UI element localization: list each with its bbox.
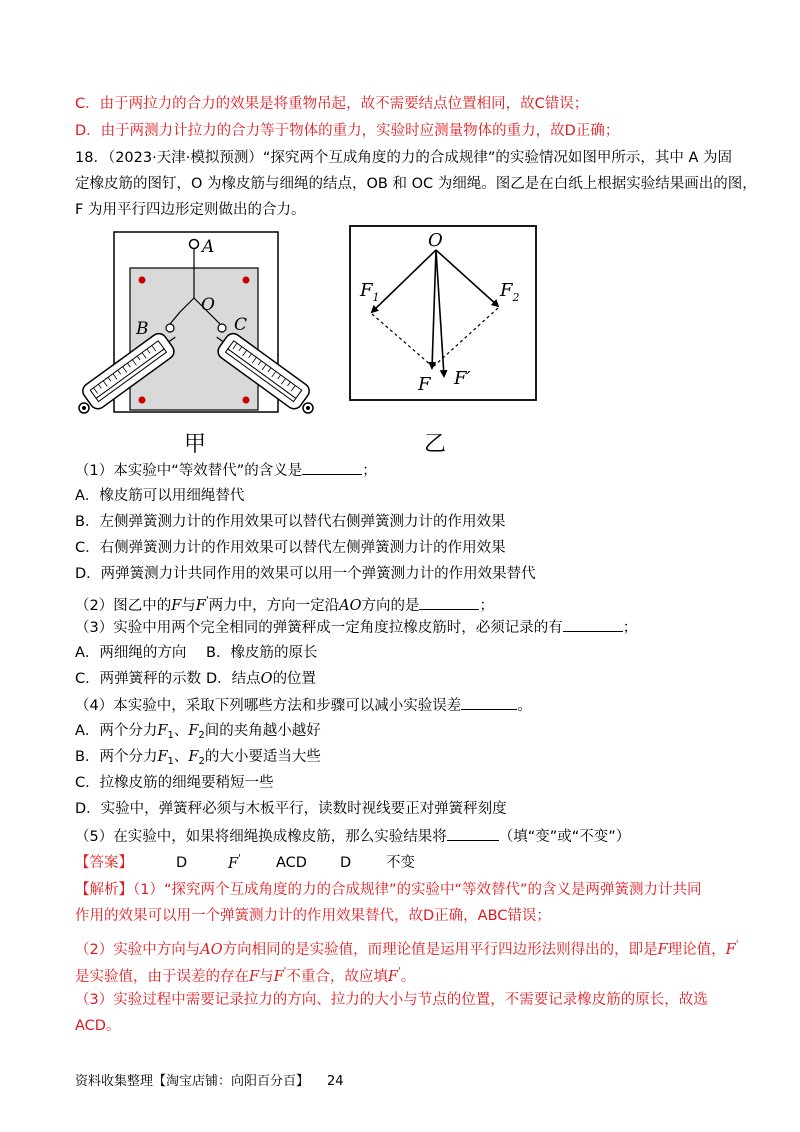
question-2: （2）图乙中的F与F'两力中，方向一定沿AO方向的是 ； (75, 595, 494, 614)
q3-option-b: B．橡皮筋的原长 (206, 645, 318, 661)
answer-3: ACD (276, 855, 307, 871)
prev-option-c: C．由于两拉力的合力的效果是将重物吊起，故不需要结点位置相同，故C错误； (75, 96, 589, 112)
answer-blank-2[interactable] (419, 595, 479, 610)
q3-option-d: D．结点O的位置 (206, 671, 317, 687)
q3-option-a: A．两细绳的方向 (75, 645, 187, 661)
analysis-p3-line-1: （3）实验过程中需要记录拉力的方向、拉力的大小与节点的位置，不需要记录橡皮筋的原长，故选 (75, 992, 708, 1008)
label-f: F (418, 374, 431, 395)
question-3: （3）实验中用两个完全相同的弹簧秤成一定角度拉橡皮筋时，必须记录的有 ； (75, 617, 637, 638)
label-o: O (201, 295, 215, 315)
question-1: （1）本实验中“等效替代”的含义是 ； (75, 460, 377, 481)
analysis-p3-line-2: ACD。 (75, 1018, 121, 1034)
answer-blank-3[interactable] (563, 617, 623, 632)
question-18-line-2: 定橡皮筋的图钉，O 为橡皮筋与细绳的结点，OB 和 OC 为细绳。图乙是在白纸上根据实验结果画出的图， (75, 176, 757, 192)
answer-4: D (340, 855, 352, 871)
caption-jia: 甲 (184, 432, 207, 457)
answer-2: F' (228, 853, 241, 872)
question-4: （4）本实验中，采取下列哪些方法和步骤可以减小实验误差 。 (75, 695, 532, 716)
question-18-line-1: 18．（2023·天津·模拟预测）“探究两个互成角度的力的合成规律”的实验情况如图甲所示，其中 A 为固 (75, 150, 732, 166)
answer-1: D (176, 855, 188, 871)
label-o-yi: O (428, 230, 443, 251)
label-a: A (202, 237, 215, 257)
answer-blank-4[interactable] (461, 695, 517, 710)
q4-option-b: B．两个分力$F_1$、$F_2$的大小要适当大些 (75, 749, 321, 767)
analysis-p1-line-1: 【解析】（1）“探究两个互成角度的力的合成规律”的实验中“等效替代”的含义是两弹簧测力计共同 (75, 882, 702, 898)
answer-blank-1[interactable] (302, 460, 362, 475)
analysis-p1-line-2: 作用的效果可以用一个弹簧测力计的作用效果替代，故D正确，ABC错误； (75, 908, 551, 924)
prev-option-d: D．由于两测力计拉力的合力等于物体的重力，实验时应测量物体的重力，故D正确； (75, 123, 620, 139)
analysis-p2-line-1: （2）实验中方向与AO方向相同的是实验值，而理论值是运用平行四边形法则得出的，即是F理论值，F' (75, 939, 739, 958)
question-18-line-3: F 为用平行四边形定则做出的合力。 (75, 202, 306, 218)
label-b: B (136, 319, 149, 339)
q1-option-b: B．左侧弹簧测力计的作用效果可以替代右侧弹簧测力计的作用效果 (75, 514, 506, 530)
label-f-prime: F′ (454, 368, 471, 389)
label-f2: $F_2$ (500, 280, 520, 304)
q1-option-d: D．两弹簧测力计共同作用的效果可以用一个弹簧测力计的作用效果替代 (75, 566, 536, 582)
label-f1: $F_1$ (360, 280, 380, 304)
answer-5: 不变 (386, 855, 415, 871)
footer (75, 1072, 344, 1092)
figure-jia (70, 228, 330, 458)
question-5: （5）在实验中，如果将细绳换成橡皮筋，那么实验结果将 （填“变”或“不变”） (75, 826, 630, 847)
q4-option-c: C．拉橡皮筋的细绳要稍短一些 (75, 775, 274, 791)
caption-yi: 乙 (424, 432, 447, 457)
answer-blank-5[interactable] (447, 826, 499, 841)
figure-yi (348, 224, 538, 402)
answer-label: 【答案】 (75, 855, 133, 871)
q1-option-a: A．橡皮筋可以用细绳替代 (75, 488, 245, 504)
footer-text: 资料收集整理【淘宝店铺：向阳百分百】 (75, 1074, 310, 1089)
label-c: C (234, 315, 248, 335)
q4-option-a: A．两个分力$F_1$、$F_2$间的夹角越小越好 (75, 723, 321, 741)
q1-option-c: C．右侧弹簧测力计的作用效果可以替代左侧弹簧测力计的作用效果 (75, 540, 506, 556)
analysis-p2-line-2: 是实验值，由于误差的存在F与F'不重合，故应填F'。 (75, 966, 416, 985)
q3-option-c: C．两弹簧秤的示数 (75, 671, 202, 687)
page-number: 24 (327, 1074, 344, 1089)
q4-option-d: D．实验中，弹簧秤必须与木板平行，读数时视线要正对弹簧秤刻度 (75, 801, 507, 817)
